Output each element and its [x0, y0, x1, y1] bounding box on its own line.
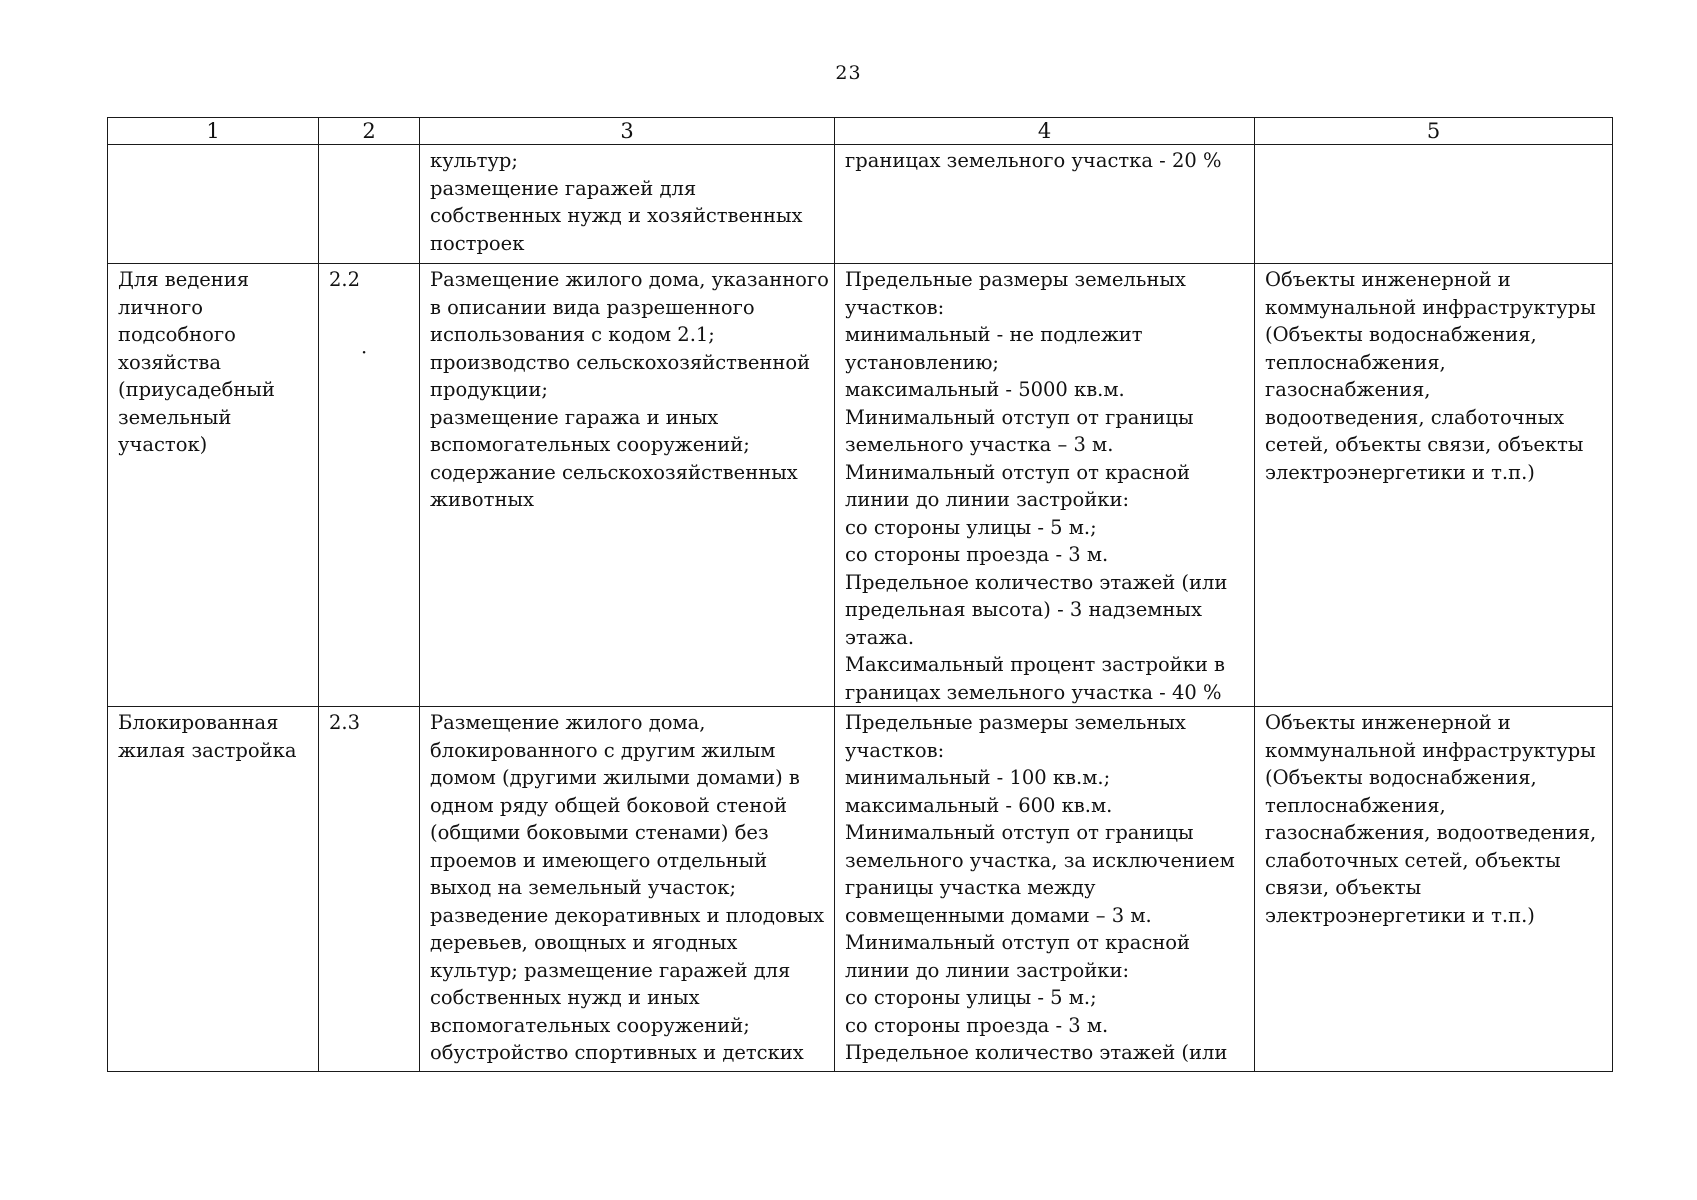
use-code-cell [319, 264, 420, 707]
text-line: размещение гаражей для [430, 176, 697, 200]
text-line: Размещение жилого дома, [430, 711, 706, 734]
text-line: Предельное количество этажей (или [845, 1041, 1228, 1064]
text-line: предельная высота) - 3 надземных [845, 598, 1202, 621]
text-line: электроэнергетики и т.п.) [1265, 460, 1535, 484]
text-line: Блокированная [118, 711, 279, 734]
text-line: проемов и имеющего отдельный [430, 848, 768, 872]
text-line: связи, объекты [1265, 876, 1422, 899]
use-description-cell [420, 145, 835, 264]
text-line: Объекты инженерной и [1265, 711, 1511, 734]
text-line: земельного участка, за исключением [845, 848, 1235, 872]
text-line: (приусадебный [118, 378, 275, 401]
text-line: теплоснабжения, [1265, 350, 1446, 374]
stray-mark: · [361, 340, 368, 364]
parameters-cell [835, 145, 1255, 264]
text-line: Минимальный отступ от красной [845, 460, 1191, 484]
text-line: минимальный - не подлежит [845, 323, 1143, 346]
text-line: коммунальной инфраструктуры [1265, 295, 1596, 319]
table-header-row [108, 118, 1613, 145]
text-line: земельного участка – 3 м. [845, 433, 1114, 456]
text-line: участков: [845, 295, 945, 319]
text-line: вспомогательных сооружений; [430, 433, 750, 456]
text-line: установлению; [845, 350, 999, 374]
text-line: участков: [845, 738, 945, 762]
column-header: 1 [108, 118, 319, 145]
parameters-cell [835, 264, 1255, 707]
text-line: выход на земельный участок; [430, 876, 737, 899]
use-code-cell [319, 707, 420, 1072]
text-line: газоснабжения, [1265, 378, 1431, 401]
text-line: Минимальный отступ от границы [845, 821, 1194, 844]
text-line: со стороны улицы - 5 м.; [845, 515, 1097, 539]
text-line: границах земельного участка - 20 % [845, 149, 1222, 172]
text-line: этажа. [845, 625, 915, 649]
table-row [108, 707, 1613, 1072]
text-line: вспомогательных сооружений; [430, 1013, 750, 1037]
text-line: минимальный - 100 кв.м.; [845, 766, 1111, 789]
text-line: Предельное количество этажей (или [845, 570, 1228, 594]
text-line: культур; [430, 149, 518, 172]
infrastructure-cell [1255, 145, 1613, 264]
text-line: хозяйства [118, 350, 221, 374]
page-number: 23 [835, 62, 862, 84]
text-line: в описании вида разрешенного [430, 295, 755, 319]
text-line: электроэнергетики и т.п.) [1265, 903, 1535, 927]
text-line: блокированного с другим жилым [430, 738, 776, 762]
infrastructure-cell [1255, 264, 1613, 707]
text-line: продукции; [430, 378, 548, 401]
zoning-table [107, 117, 1613, 1072]
use-code: 2.2 [329, 268, 361, 291]
text-line: (общими боковыми стенами) без [430, 821, 769, 844]
text-line: одном ряду общей боковой стеной [430, 793, 787, 817]
text-line: производство сельскохозяйственной [430, 350, 811, 374]
use-name-cell [108, 145, 319, 264]
text-line: газоснабжения, водоотведения, [1265, 821, 1597, 844]
column-header: 4 [835, 118, 1255, 145]
text-line: разведение декоративных и плодовых [430, 903, 825, 927]
use-description-cell [420, 264, 835, 707]
text-line: сетей, объекты связи, объекты [1265, 433, 1584, 456]
text-line: размещение гаража и иных [430, 405, 719, 429]
text-line: совмещенными домами – 3 м. [845, 903, 1152, 927]
text-line: использования с кодом 2.1; [430, 323, 715, 346]
text-line: максимальный - 600 кв.м. [845, 793, 1113, 817]
text-line: Размещение жилого дома, указанного [430, 268, 829, 291]
text-line: со стороны проезда - 3 м. [845, 1013, 1109, 1037]
text-line: участок) [118, 433, 208, 456]
text-line: жилая застройка [118, 738, 297, 762]
text-line: домом (другими жилыми домами) в [430, 766, 800, 789]
text-line: водоотведения, слаботочных [1265, 405, 1565, 429]
text-line: Объекты инженерной и [1265, 268, 1511, 291]
column-header: 5 [1255, 118, 1613, 145]
use-name-cell [108, 707, 319, 1072]
use-name-cell [108, 264, 319, 707]
text-line: со стороны улицы - 5 м.; [845, 986, 1097, 1009]
text-line: собственных нужд и иных [430, 986, 700, 1009]
text-line: коммунальной инфраструктуры [1265, 738, 1596, 762]
text-line: теплоснабжения, [1265, 793, 1446, 817]
text-line: содержание сельскохозяйственных [430, 460, 798, 484]
text-line: личного [118, 295, 203, 319]
use-description-cell [420, 707, 835, 1072]
use-code-cell [319, 145, 420, 264]
text-line: животных [430, 488, 534, 511]
infrastructure-cell [1255, 707, 1613, 1072]
text-line: подсобного [118, 323, 236, 346]
text-line: построек [430, 231, 525, 255]
use-code: 2.3 [329, 711, 361, 734]
text-line: Минимальный отступ от границы [845, 405, 1194, 429]
text-line: со стороны проезда - 3 м. [845, 543, 1109, 566]
text-line: максимальный - 5000 кв.м. [845, 378, 1125, 401]
text-line: (Объекты водоснабжения, [1265, 766, 1537, 789]
parameters-cell [835, 707, 1255, 1072]
text-line: линии до линии застройки: [845, 958, 1130, 982]
table-row [108, 264, 1613, 707]
column-header: 2 [319, 118, 420, 145]
text-line: Минимальный отступ от красной [845, 931, 1191, 954]
text-line: собственных нужд и хозяйственных [430, 204, 803, 227]
text-line: слаботочных сетей, объекты [1265, 848, 1561, 872]
text-line: Для ведения [118, 268, 250, 291]
text-line: (Объекты водоснабжения, [1265, 323, 1537, 346]
text-line: Предельные размеры земельных [845, 711, 1186, 734]
text-line: линии до линии застройки: [845, 488, 1130, 511]
text-line: культур; размещение гаражей для [430, 958, 791, 982]
table-row [108, 145, 1613, 264]
text-line: Предельные размеры земельных [845, 268, 1186, 291]
text-line: обустройство спортивных и детских [430, 1041, 804, 1064]
column-header: 3 [420, 118, 835, 145]
text-line: Максимальный процент застройки в [845, 653, 1226, 676]
text-line: границах земельного участка - 40 % [845, 680, 1222, 704]
text-line: границы участка между [845, 876, 1096, 899]
text-line: деревьев, овощных и ягодных [430, 931, 738, 954]
text-line: земельный [118, 405, 232, 429]
